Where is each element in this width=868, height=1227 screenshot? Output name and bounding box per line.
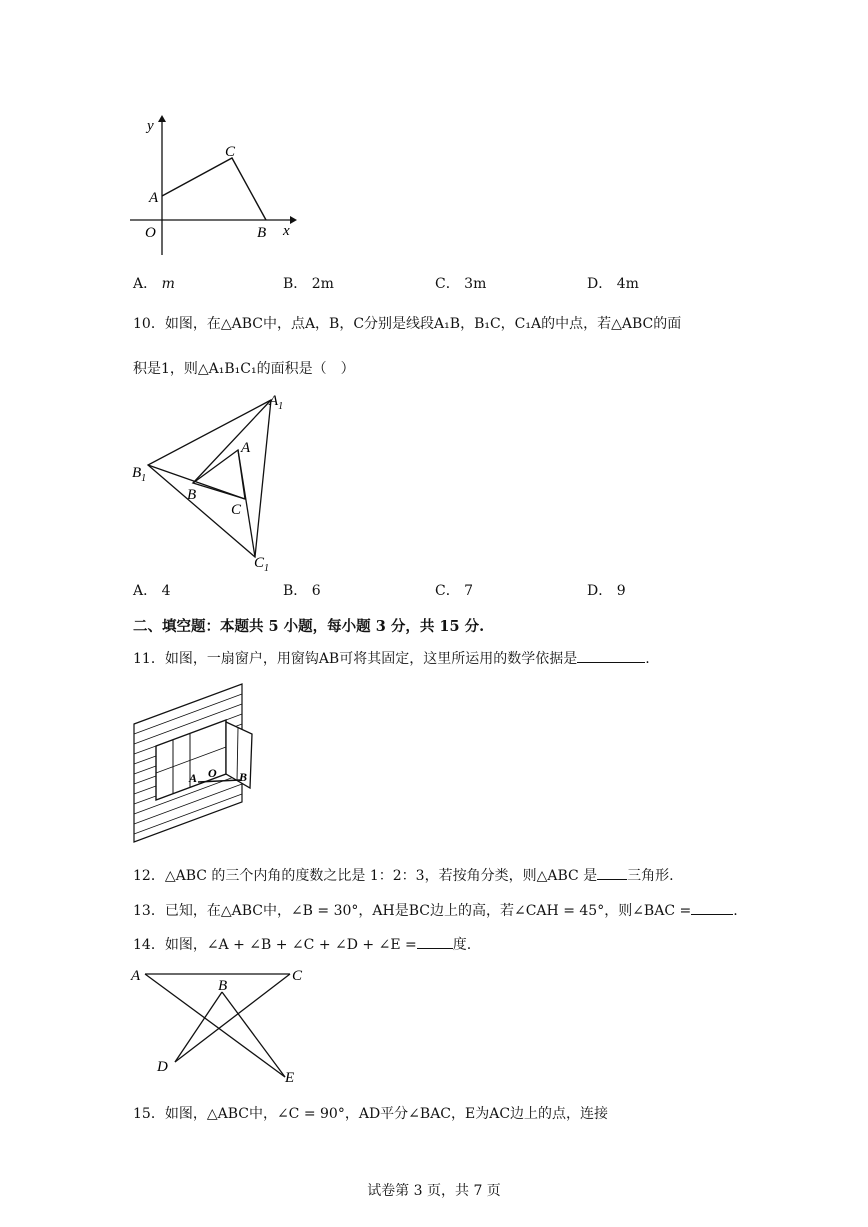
option-value: m bbox=[161, 276, 175, 292]
option-value: 4m bbox=[616, 276, 639, 292]
label-a: A bbox=[241, 440, 251, 456]
label-c: C bbox=[292, 968, 303, 984]
point-c-label: C bbox=[225, 144, 236, 160]
q10-option-d[interactable] bbox=[587, 580, 626, 600]
label-a1: $A_1$ bbox=[269, 393, 284, 412]
point-b-label: B bbox=[257, 225, 267, 241]
option-letter: B． bbox=[283, 583, 308, 599]
y-axis-arrow-icon bbox=[158, 115, 166, 122]
q12-answer-blank[interactable] bbox=[597, 865, 627, 880]
outer-triangle bbox=[148, 400, 271, 557]
q9-option-b[interactable] bbox=[283, 273, 334, 293]
q12-text: 12．△ABC 的三个内角的度数之比是 1：2：3，若按角分类，则△ABC 是 bbox=[133, 868, 598, 884]
segment-a1-b bbox=[193, 400, 271, 483]
q11-answer-blank[interactable] bbox=[577, 648, 645, 663]
origin-label: O bbox=[145, 225, 156, 241]
point-a-label: A bbox=[149, 190, 159, 206]
option-letter: D． bbox=[587, 583, 613, 599]
q10-triangle-figure bbox=[125, 385, 295, 575]
option-letter: C． bbox=[435, 276, 460, 292]
q9-option-d[interactable] bbox=[587, 273, 639, 293]
q14-text: 14．如图，∠A + ∠B + ∠C + ∠D + ∠E = bbox=[133, 937, 417, 953]
option-value: 4 bbox=[161, 583, 171, 599]
label-c1: $C_1$ bbox=[254, 555, 270, 574]
option-value: 3m bbox=[464, 276, 487, 292]
label-e: E bbox=[285, 1070, 295, 1086]
q13-end: . bbox=[733, 903, 738, 919]
label-a: A bbox=[131, 968, 141, 984]
option-letter: B． bbox=[283, 276, 308, 292]
label-c: C bbox=[231, 502, 242, 518]
q13-stem bbox=[133, 900, 738, 920]
q9-option-a[interactable] bbox=[133, 273, 175, 293]
triangle-abc-path bbox=[162, 158, 266, 220]
label-b: B bbox=[187, 487, 197, 503]
q12-end: 三角形. bbox=[627, 868, 674, 884]
q10-option-b[interactable] bbox=[283, 580, 321, 600]
section-heading: 二、填空题：本题共 5 小题，每小题 3 分，共 15 分. bbox=[133, 618, 485, 635]
q11-end: . bbox=[645, 651, 650, 667]
q14-stem bbox=[133, 934, 471, 954]
q10-option-a[interactable] bbox=[133, 580, 171, 600]
x-axis-label: x bbox=[283, 223, 290, 239]
option-value: 2m bbox=[311, 276, 334, 292]
x-axis-arrow-icon bbox=[290, 216, 297, 224]
q14-end: 度. bbox=[452, 937, 472, 953]
label-b1: $B_1$ bbox=[132, 465, 147, 484]
option-value: 7 bbox=[464, 583, 474, 599]
q9-coordinate-figure bbox=[125, 110, 305, 260]
q11-stem bbox=[133, 648, 650, 668]
q13-text: 13．已知，在△ABC中，∠B = 30°，AH是BC边上的高，若∠CAH = 45°，则∠BAC = bbox=[133, 903, 692, 919]
label-b: B bbox=[239, 770, 248, 784]
y-axis-label: y bbox=[147, 118, 154, 134]
label-a: A bbox=[189, 771, 198, 785]
q14-star-figure bbox=[125, 960, 315, 1090]
q10-stem-line2: 积是1，则△A₁B₁C₁的面积是（ ） bbox=[133, 361, 355, 377]
label-o: O bbox=[208, 766, 217, 780]
option-letter: A． bbox=[133, 276, 158, 292]
q11-text: 11．如图，一扇窗户，用窗钩AB可将其固定，这里所运用的数学依据是 bbox=[133, 651, 578, 667]
q10-option-c[interactable] bbox=[435, 580, 473, 600]
option-letter: C． bbox=[435, 583, 460, 599]
segment-b1-c bbox=[148, 465, 245, 499]
segment-be bbox=[222, 992, 285, 1077]
q15-stem: 15．如图，△ABC中，∠C = 90°，AD平分∠BAC，E为AC边上的点，连接 bbox=[133, 1106, 609, 1122]
option-letter: D． bbox=[587, 276, 613, 292]
option-letter: A． bbox=[133, 583, 158, 599]
q14-answer-blank[interactable] bbox=[417, 934, 453, 949]
segment-db bbox=[175, 992, 222, 1062]
q13-answer-blank[interactable] bbox=[691, 900, 733, 915]
segment-cd bbox=[175, 974, 290, 1062]
q9-option-c[interactable] bbox=[435, 273, 486, 293]
option-value: 6 bbox=[311, 583, 321, 599]
q11-window-figure bbox=[128, 682, 263, 844]
label-d: D bbox=[157, 1059, 168, 1075]
page-footer: 试卷第 3 页，共 7 页 bbox=[367, 1183, 501, 1199]
label-b: B bbox=[218, 978, 228, 994]
q10-stem-line1: 10．如图，在△ABC中，点A，B，C分别是线段A₁B，B₁C，C₁A的中点，若△ABC的面 bbox=[133, 316, 682, 332]
q12-stem bbox=[133, 865, 674, 885]
option-value: 9 bbox=[616, 583, 626, 599]
